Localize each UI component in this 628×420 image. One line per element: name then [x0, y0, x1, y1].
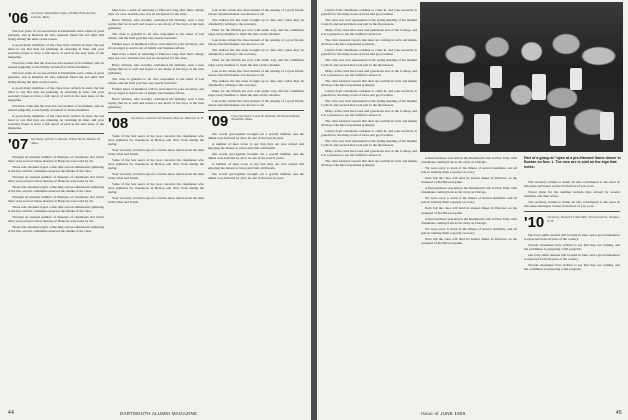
right-column-1: [321, 8, 417, 170]
paragraph: Harry Warren, who recently celebrated his birthday, sent a note saying that he is well and hopes to see many of the boys at the next gathering.: [108, 96, 204, 109]
photo-caption: Part of a group at "open at a pre-Harvard Game dinner in Boston on Nov. 1. The men are is sold on the sign that notes:: [524, 156, 621, 169]
paragraph: Letters from classmates continue to come in, and your secretary is grateful for the many notes of news and good wishes.: [321, 129, 417, 138]
paragraph: Men have a habit of returning to Hanover long after their college days are over, and this year was no exception for the class.: [108, 52, 204, 61]
divider: [524, 211, 620, 212]
paragraph: Our forty-ninth reunion will be held in June, and a good attendance is expected from all parts of the country.: [524, 253, 620, 262]
paragraph: Through an unusual number of illnesses of classmates and wives there were several whose absence at Hanover was noted by all.: [8, 174, 104, 183]
class-year: '09: [208, 112, 229, 130]
paragraph: Those who attended report a fine time and an enthusiastic gathering at the Inn, and the committee deserves the thanks of the class.: [8, 184, 104, 193]
paragraph: Letters from classmates continue to come in, and your secretary is grateful for the many notes of news and good wishes.: [321, 88, 417, 97]
paragraph: Travel plans for the summer include trips abroad by several members and their wives.: [524, 190, 620, 199]
paragraph: Word has come that the class has lost another of its number, and we extend sympathy to the family on behalf of all the members.: [8, 61, 104, 70]
photo-figure: [450, 72, 464, 96]
paragraph: The class treasurer reports that dues are coming in well, and thanks all those who have responded promptly.: [321, 159, 417, 168]
paragraph: The four years of our association at Dartmouth were a time of great pleasure, and at Reunion all who returned found the old spirit still living among the elms on the Green.: [8, 29, 104, 42]
class-heading: [8, 11, 104, 26]
footer-title: Issue of JUNE 1959: [421, 411, 466, 416]
paragraph: Your secretary would be glad to receive more letters from the men in the West and South.: [108, 147, 204, 156]
right-column-3: [524, 180, 620, 273]
photo-figure: [532, 74, 546, 100]
class-heading: [208, 114, 304, 129]
footer-title: DARTMOUTH ALUMNI MAGAZINE: [120, 411, 198, 416]
paragraph: Some of the best news of the year concerns the classmates who have gathered for luncheons in Boston and New York during the spring.: [108, 133, 204, 146]
class-secretary: Secretary: Russell D. Meredith, 26 Concord St., Nashua, N. H.: [547, 214, 620, 223]
paragraph: The address list has been brought up to date and copies may be obtained by writing to the secretary.: [208, 78, 304, 87]
paragraph: Some of the best news of the year concerns the classmates who have gathered for luncheons in Boston and New York during the spring.: [108, 182, 204, 195]
class-heading: [108, 116, 204, 131]
paragraph: Many of the class have sons and grandsons now at the College, and it is a pleasure to see the tradition carried on.: [321, 68, 417, 77]
paragraph: Letters from classmates continue to come in, and your secretary is grateful for the many notes of news and good wishes.: [321, 48, 417, 57]
paragraph: Late in the winter the class learned of the passing of a good friend, whose cheerful manner was known to all.: [208, 98, 304, 107]
paragraph: Letters from classmates continue to come in, and your secretary is grateful for the many notes of news and good wishes.: [321, 8, 417, 17]
paragraph: Men have a habit of returning to Hanover long after their college days are over, and this year was no exception for the class.: [108, 8, 204, 17]
photo-figure: [550, 116, 566, 146]
right-page: [317, 0, 628, 420]
group-photo: [420, 2, 623, 152]
class-secretary: Secretary: Arthur G. Brooks, 9 West Street, Boston 16, Mass.: [31, 136, 101, 145]
paragraph: The address list has been brought up to date and copies may be obtained by writing to the secretary.: [208, 18, 304, 27]
class-year: '08: [108, 114, 129, 132]
paragraph: A good many members of the class have written in since the last letter to say that they are planning on returning in June, and your secretary hopes to have a full report of each in the next issue of the magazine.: [8, 113, 104, 130]
paragraph: A number of men wrote to say that they are now retired and enjoying the leisure to travel and visit old friends.: [208, 141, 304, 150]
paragraph: Those who attended report a fine time and an enthusiastic gathering at the Inn, and the committee deserves the thanks of the class.: [8, 205, 104, 214]
paragraph: Many of the class have sons and grandsons now at the College, and it is a pleasure to see the tradition carried on.: [321, 149, 417, 158]
paragraph: We were sorry to learn of the illness of several members, and all join in wishing them a speedy recovery.: [421, 196, 517, 205]
paragraph: Our recent get-together brought out a goodly number, and the dinner was declared by all to be one of the best in years.: [208, 131, 304, 140]
paragraph: Harry Warren, who recently celebrated his birthday, sent a note saying that he is well and hopes to see many of the boys at the next gathering.: [108, 62, 204, 75]
class-secretary: Secretary: Read Allen Egan, 28 Hale Park Avenue, Lincoln, Mass.: [31, 11, 97, 19]
photo-figure: [490, 66, 502, 88]
divider: [108, 112, 204, 113]
class-year: '06: [8, 10, 29, 27]
page-number: 44: [8, 410, 15, 416]
paragraph: The class treasurer reports that dues are coming in well, and thanks all those who have responded promptly.: [321, 119, 417, 128]
photo-figure: [474, 114, 490, 144]
paragraph: Several classmates have written to say that they are coming, and the committee is preparing a full program.: [524, 263, 620, 272]
paragraph: Through an unusual number of illnesses of classmates and wives there were several whose absence at Hanover was noted by all.: [8, 154, 104, 163]
paragraph: Our recent get-together brought out a goodly number, and the dinner was declared by all to be one of the best in years.: [208, 151, 304, 160]
paragraph: Harry Warren, who recently celebrated his birthday, sent a note saying that he is well and hopes to see many of the boys at the next gathering.: [108, 18, 204, 31]
class-year: '07: [8, 135, 29, 153]
paragraph: A good many members of the class have written in since the last letter to say that they are planning on returning in June, and your secretary hopes to have a full report of each in the next issue of the magazine.: [8, 85, 104, 102]
paragraph: Some of the best news of the year concerns the classmates who have gathered for luncheons in Boston and New York during the spring.: [108, 157, 204, 170]
divider: [208, 110, 304, 111]
paragraph: Those who attended report a fine time and an enthusiastic gathering at the Inn, and the committee deserves the thanks of the class.: [8, 164, 104, 173]
paragraph: Next fall the class will hold its annual dinner in Hanover on the weekend of the Harvard game.: [421, 176, 517, 185]
page-number: 45: [615, 410, 622, 416]
left-column-1: [8, 8, 104, 235]
paragraph: The class is grateful to all who responded to the letter of last winter, and the fund goal has very nearly been met.: [108, 32, 204, 41]
paragraph: Your secretary would be glad to receive more letters from the men in the West and South.: [108, 171, 204, 180]
paragraph: The class was well represented at the spring meeting of the Alumni Council, and several men took part in the discussions.: [321, 18, 417, 27]
paragraph: Plans for the fiftieth are now well under way, and the committee urges every member to mark the date on his calendar.: [208, 28, 304, 37]
class-year: '10: [524, 213, 545, 231]
paragraph: Further news of members will be welcomed by your secretary, and all are urged to send word of family and business affairs.: [108, 42, 204, 51]
right-column-2: [421, 156, 517, 247]
photo-figure: [600, 112, 614, 140]
paragraph: The secretary wishes to thank all who contributed to the news in this issue and hopes to hear from more of you soon.: [524, 180, 620, 189]
paragraph: Late in the winter the class learned of the passing of a good friend, whose cheerful manner was known to all.: [208, 68, 304, 77]
paragraph: We were sorry to learn of the illness of several members, and all join in wishing them a speedy recovery.: [421, 166, 517, 175]
paragraph: The class was well represented at the spring meeting of the Alumni Council, and several men took part in the discussions.: [321, 58, 417, 67]
paragraph: Plans for the fiftieth are now well under way, and the committee urges every member to mark the date on his calendar.: [208, 58, 304, 67]
paragraph: Next fall the class will hold its annual dinner in Hanover on the weekend of the Harvard game.: [421, 206, 517, 215]
class-heading: [524, 215, 620, 230]
paragraph: Many of the class have sons and grandsons now at the College, and it is a pleasure to see the tradition carried on.: [321, 108, 417, 117]
class-heading: [8, 137, 104, 152]
paragraph: Our forty-ninth reunion will be held in June, and a good attendance is expected from all parts of the country.: [524, 232, 620, 241]
paragraph: Plans for the fiftieth are now well under way, and the committee urges every member to mark the date on his calendar.: [208, 88, 304, 97]
paragraph: Word has come that the class has lost another of its number, and we extend sympathy to the family on behalf of all the members.: [8, 103, 104, 112]
paragraph: The class is grateful to all who responded to the letter of last winter, and the fund goal has very nearly been met.: [108, 76, 204, 85]
paragraph: The address list has been brought up to date and copies may be obtained by writing to the secretary.: [208, 48, 304, 57]
divider: [8, 133, 104, 134]
class-secretary: Secretary: Laurence M. Symmes, Box 42, Hanover, N. H.: [131, 115, 204, 120]
left-column-3: [208, 8, 304, 182]
paragraph: The class was well represented at the spring meeting of the Alumni Council, and several men took part in the discussions.: [321, 98, 417, 107]
paragraph: The class was well represented at the spring meeting of the Alumni Council, and several men took part in the discussions.: [321, 139, 417, 148]
paragraph: A fine luncheon was held at the Dartmouth Club in New York, with classmates coming from as far away as Chicago.: [421, 156, 517, 165]
paragraph: The class treasurer reports that dues are coming in well, and thanks all those who have responded promptly.: [321, 78, 417, 87]
paragraph: We were sorry to learn of the illness of several members, and all join in wishing them a speedy recovery.: [421, 226, 517, 235]
paragraph: Our recent get-together brought out a goodly number, and the dinner was declared by all to be one of the best in years.: [208, 171, 304, 180]
paragraph: A number of men wrote to say that they are now retired and enjoying the leisure to travel and visit old friends.: [208, 161, 304, 170]
paragraph: Several classmates have written to say that they are coming, and the committee is preparing a full program.: [524, 242, 620, 252]
paragraph: A fine luncheon was held at the Dartmouth Club in New York, with classmates coming from as far away as Chicago.: [421, 186, 517, 195]
paragraph: Late in the winter the class learned of the passing of a good friend, whose cheerful manner was known to all.: [208, 8, 304, 17]
paragraph: Next fall the class will hold its annual dinner in Hanover on the weekend of the Harvard game.: [421, 236, 517, 245]
paragraph: Further news of members will be welcomed by your secretary, and all are urged to send word of family and business affairs.: [108, 86, 204, 95]
paragraph: The class treasurer reports that dues are coming in well, and thanks all those who have responded promptly.: [321, 38, 417, 47]
paragraph: Those who attended report a fine time and an enthusiastic gathering at the Inn, and the committee deserves the thanks of the class.: [8, 225, 104, 234]
paragraph: A good many members of the class have written in since the last letter to say that they are planning on returning in June, and your secretary hopes to have a full report of each in the next issue of the magazine.: [8, 43, 104, 60]
paragraph: Your secretary would be glad to receive more letters from the men in the West and South.: [108, 196, 204, 205]
left-page: [0, 0, 311, 420]
paragraph: Late in the winter the class learned of the passing of a good friend, whose cheerful manner was known to all.: [208, 38, 304, 47]
class-secretary: Class Secretary: Louis W. Kimball, 16 Kenneth Road, Brookline, Mass.: [231, 113, 300, 122]
paragraph: Through an unusual number of illnesses of classmates and wives there were several whose absence at Hanover was noted by all.: [8, 215, 104, 224]
left-column-2: [108, 8, 204, 206]
paragraph: The four years of our association at Dartmouth were a time of great pleasure, and at Reunion all who returned found the old spirit still living among the elms on the Green.: [8, 71, 104, 84]
paragraph: The secretary wishes to thank all who contributed to the news in this issue and hopes to hear from more of you soon.: [524, 200, 620, 209]
paragraph: Many of the class have sons and grandsons now at the College, and it is a pleasure to see the tradition carried on.: [321, 28, 417, 37]
photo-figure: [570, 68, 582, 90]
paragraph: Through an unusual number of illnesses of classmates and wives there were several whose absence at Hanover was noted by all.: [8, 195, 104, 204]
paragraph: A fine luncheon was held at the Dartmouth Club in New York, with classmates coming from as far away as Chicago.: [421, 216, 517, 225]
